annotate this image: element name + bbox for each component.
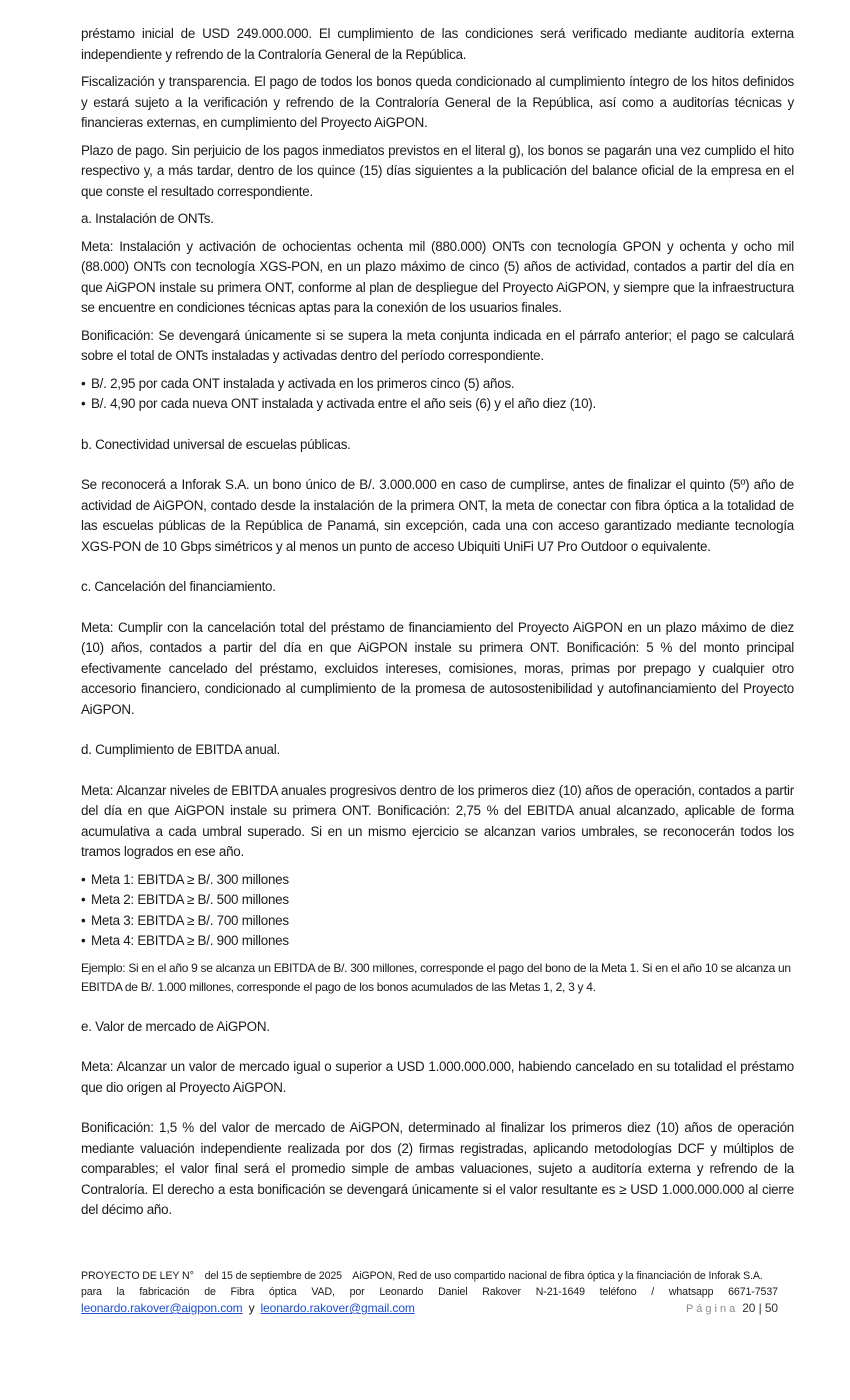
- email-separator: y: [248, 1301, 255, 1315]
- section-meta: Meta: Instalación y activación de ochocientas ochenta mil (880.000) ONTs con tecnología GPON y ochenta y ocho mil (88.000) ONTs con tecnología XGS-PON, en un plazo máximo de cinco (5) años de actividad, contados a partir del día en que AiGPON instale su primera ONT, conforme al plan de despliegue del Proyecto AiGPON, y siempre que la infraestructura se encuentre en condiciones técnicas aptas para la conexión de los usuarios finales.: [81, 238, 794, 315]
- bullet-list: [81, 870, 794, 952]
- bullet-icon: •: [81, 396, 86, 411]
- section-text: Meta: Cumplir con la cancelación total del préstamo de financiamiento del Proyecto AiGPON en un plazo máximo de diez (10) años, contados a partir del día en que AiGPON instale su primera ONT. Bonificación: 5 % del monto principal efectivamente cancelado del préstamo, excluidos intereses, comisiones, moras, primas por prepago y cualquier otro accesorio financiero, condicionado al cumplimiento de la promesa de autosostenibilidad y autofinanciamiento del Proyecto AiGPON.: [81, 619, 794, 717]
- section-heading: d. Cumplimiento de EBITDA anual.: [81, 742, 280, 757]
- footer-proyecto-label: PROYECTO DE LEY N°: [81, 1270, 194, 1282]
- bullet-icon: •: [81, 933, 86, 948]
- section-heading: b. Conectividad universal de escuelas públicas.: [81, 436, 351, 452]
- list-item: • Meta 3: EBITDA ≥ B/. 700 millones: [81, 911, 794, 932]
- paragraph-plazo-pago: Plazo de pago. Sin perjuicio de los pagos inmediatos previstos en el literal g), los bonos se pagarán una vez cumplido el hito respectivo y, a más tardar, dentro de los quince (15) días siguientes a la publicación del balance oficial de la empresa en el que conste el resultado correspondiente.: [81, 142, 794, 199]
- email-link-gmail[interactable]: leonardo.rakover@gmail.com: [260, 1301, 415, 1315]
- section-ejemplo: Ejemplo: Si en el año 9 se alcanza un EBITDA de B/. 300 millones, corresponde el pago del bono de la Meta 1. Si en el año 10 se alcanza un EBITDA de B/. 1.000 millones, corresponde el pago de los bonos acumulados de las Metas 1, 2, 3 y 4.: [81, 960, 791, 994]
- footer-date: del 15 de septiembre de 2025: [204, 1270, 342, 1282]
- page-label: Página: [685, 1303, 739, 1315]
- footer-id-number: N-21-1649: [535, 1286, 585, 1298]
- bullet-icon: •: [81, 375, 86, 391]
- section-b-conectividad-escuelas: [81, 435, 794, 558]
- list-item: • Meta 1: EBITDA ≥ B/. 300 millones: [81, 870, 794, 891]
- bullet-list: [81, 374, 794, 415]
- footer-project-title: AiGPON, Red de uso compartido nacional de fibra óptica y la financiación de Inforak S.A.: [352, 1270, 763, 1282]
- section-heading: c. Cancelación del financiamiento.: [81, 579, 276, 594]
- list-item: • Meta 4: EBITDA ≥ B/. 900 millones: [81, 931, 794, 952]
- section-c-cancelacion-financiamiento: [81, 577, 794, 720]
- footer-phone: 6671-7537: [728, 1286, 778, 1298]
- footer-title-line: [81, 1268, 778, 1284]
- section-heading: a. Instalación de ONTs.: [81, 211, 214, 226]
- list-item: • B/. 4,90 por cada nueva ONT instalada y activada entre el año seis (6) y el año diez (10).: [81, 394, 794, 415]
- list-item: • B/. 2,95 por cada ONT instalada y activada en los primeros cinco (5) años.: [81, 374, 794, 395]
- email-link-aigpon[interactable]: leonardo.rakover@aigpon.com: [81, 1301, 243, 1315]
- page-footer: [81, 1268, 778, 1317]
- section-text: Se reconocerá a Inforak S.A. un bono único de B/. 3.000.000 en caso de cumplirse, antes de finalizar el quinto (5º) año de actividad de AiGPON, contado desde la instalación de la primera ONT, la meta de conectar con fibra óptica a la totalidad de las escuelas públicas de la República de Panamá, sin excepción, cada una con acceso garantizado mediante tecnología XGS-PON de 10 Gbps simétricos y al menos un punto de acceso Ubiquiti UniFi U7 Pro Outdoor o equivalente.: [81, 477, 794, 554]
- bullet-icon: •: [81, 871, 86, 887]
- section-bonificacion: Bonificación: 1,5 % del valor de mercado de AiGPON, determinado al finalizar los primeros diez (10) años de operación mediante valuación independiente realizada por dos (2) firmas registradas, aplicando metodologías DCF y múltiplos de comparables; el valor final será el promedio simple de ambas valuaciones, sujeto a auditoría externa y refrendo de la Contraloría. El derecho a esta bonificación se devengará únicamente si el valor resultante es ≥ USD 1.000.000.000 al cierre del décimo año.: [81, 1120, 794, 1217]
- document-page: [81, 24, 794, 1228]
- section-e-valor-mercado: [81, 1017, 794, 1221]
- section-text: Meta: Alcanzar niveles de EBITDA anuales progresivos dentro de los primeros diez (10) años de operación, contados a partir del día en que AiGPON instale su primera ONT. Bonificación: 2,75 % del EBITDA anual alcanzado, aplicable de forma acumulativa a cada umbral superado. Si en un mismo ejercicio se alcanzan varios umbrales, se reconocerán todos los tramos logrados en ese año.: [81, 782, 794, 859]
- section-heading: e. Valor de mercado de AiGPON.: [81, 1018, 270, 1034]
- section-bonificacion: Bonificación: Se devengará únicamente si se supera la meta conjunta indicada en el párrafo anterior; el pago se calculará sobre el total de ONTs instaladas y activadas dentro del período correspondiente.: [81, 327, 794, 363]
- footer-emails: [81, 1300, 415, 1316]
- paragraph-prestamo-inicial: préstamo inicial de USD 249.000.000. El cumplimiento de las condiciones será verificado mediante auditoría externa independiente y refrendo de la Contraloría General de la República.: [81, 26, 794, 62]
- footer-contact-line: [81, 1300, 778, 1317]
- list-item: • Meta 2: EBITDA ≥ B/. 500 millones: [81, 890, 794, 911]
- page-number: 20 | 50: [742, 1301, 778, 1315]
- page-indicator: [686, 1300, 778, 1317]
- paragraph-fiscalizacion: Fiscalización y transparencia. El pago de todos los bonos queda condicionado al cumplimiento íntegro de los hitos definidos y estará sujeto a la verificación y refrendo de la Contraloría General de la República, así como a auditorías técnicas y financieras externas, en cumplimiento del Proyecto AiGPON.: [81, 74, 794, 130]
- footer-author-line: para la fabricación de Fibra óptica VAD, por Leonardo Daniel Rakover N-21-1649 teléfono / whatsapp 6671-7537: [81, 1286, 778, 1298]
- bullet-icon: •: [81, 912, 86, 928]
- section-a-instalacion-onts: [81, 209, 794, 415]
- section-d-ebitda-anual: [81, 740, 794, 997]
- bullet-icon: •: [81, 892, 86, 907]
- section-meta: Meta: Alcanzar un valor de mercado igual o superior a USD 1.000.000.000, habiendo cancelado en su totalidad el préstamo que dio origen al Proyecto AiGPON.: [81, 1059, 794, 1095]
